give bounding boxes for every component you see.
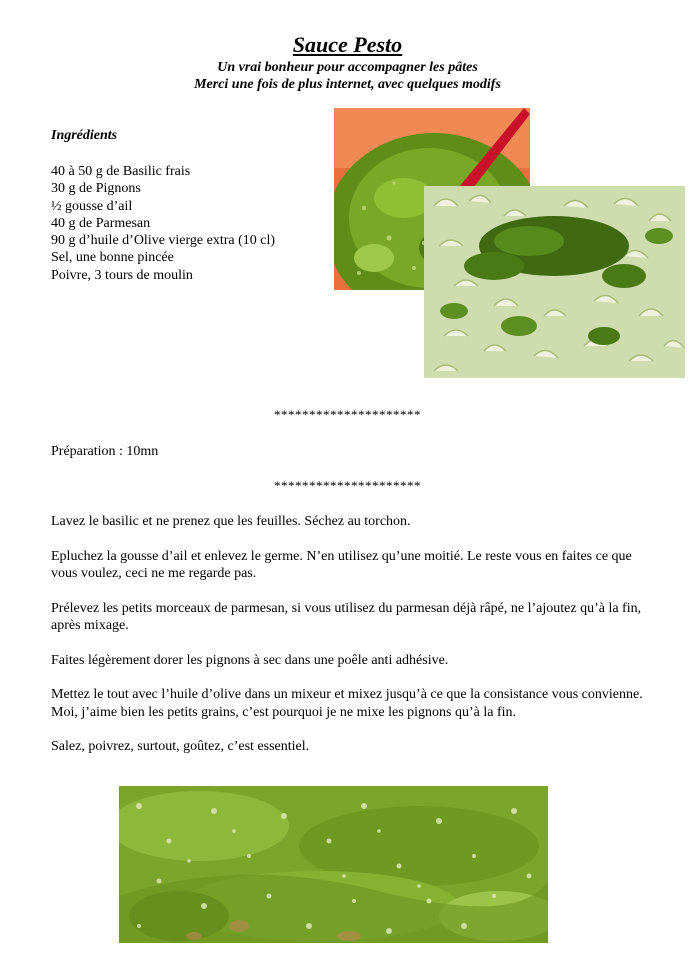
step-paragraph: Faites légèrement dorer les pignons à sec dans une poêle anti adhésive.: [51, 652, 449, 668]
separator-line: *********************: [274, 478, 421, 493]
ingredient-item: Poivre, 3 tours de moulin: [51, 267, 193, 283]
step-paragraph: Lavez le basilic et ne prenez que les feuilles. Séchez au torchon.: [51, 514, 411, 529]
ingredient-item: 40 à 50 g de Basilic frais: [51, 164, 191, 179]
step-paragraph: Epluchez la gousse d’ail et enlevez le germe. N’en utilisez qu’une moitié. Le reste vous en faites ce que vous voulez, ceci ne me regarde pas.: [51, 548, 632, 581]
separator-line: *********************: [274, 407, 421, 422]
preparation-steps: [51, 513, 651, 773]
ingredient-item: 90 g d’huile d’Olive vierge extra (10 cl): [51, 233, 276, 249]
pasta-with-pesto-photo: [424, 186, 685, 378]
ingredient-item: Sel, une bonne pincée: [51, 250, 174, 266]
preparation-time: Préparation : 10mn: [51, 444, 159, 459]
ingredients-list: [51, 163, 275, 284]
step-paragraph: Salez, poivrez, surtout, goûtez, c’est essentiel.: [51, 739, 310, 754]
ingredient-item: 30 g de Pignons: [51, 181, 141, 197]
recipe-title: Sauce Pesto: [292, 32, 403, 57]
recipe-subtitle-line-2: Merci une fois de plus internet, avec quelques modifs: [194, 77, 501, 92]
ingredients-heading: Ingrédients: [51, 128, 118, 143]
recipe-subtitle-line-1: Un vrai bonheur pour accompagner les pâtes: [217, 60, 478, 75]
ingredient-item: ½ gousse d’ail: [51, 198, 133, 214]
ingredient-item: 40 g de Parmesan: [51, 215, 151, 231]
step-paragraph: Prélevez les petits morceaux de parmesan, si vous utilisez du parmesan déjà râpé, ne l’ajoutez qu’à la fin, après mixage.: [51, 600, 642, 633]
pesto-closeup-photo: [119, 786, 548, 943]
step-paragraph: Mettez le tout avec l’huile d’olive dans un mixeur et mixez jusqu’à ce que la consistance vous convienne. Moi, j’aime bien les petits grains, c’est pourquoi je ne mixe les pignons qu’à la fin.: [51, 687, 643, 720]
